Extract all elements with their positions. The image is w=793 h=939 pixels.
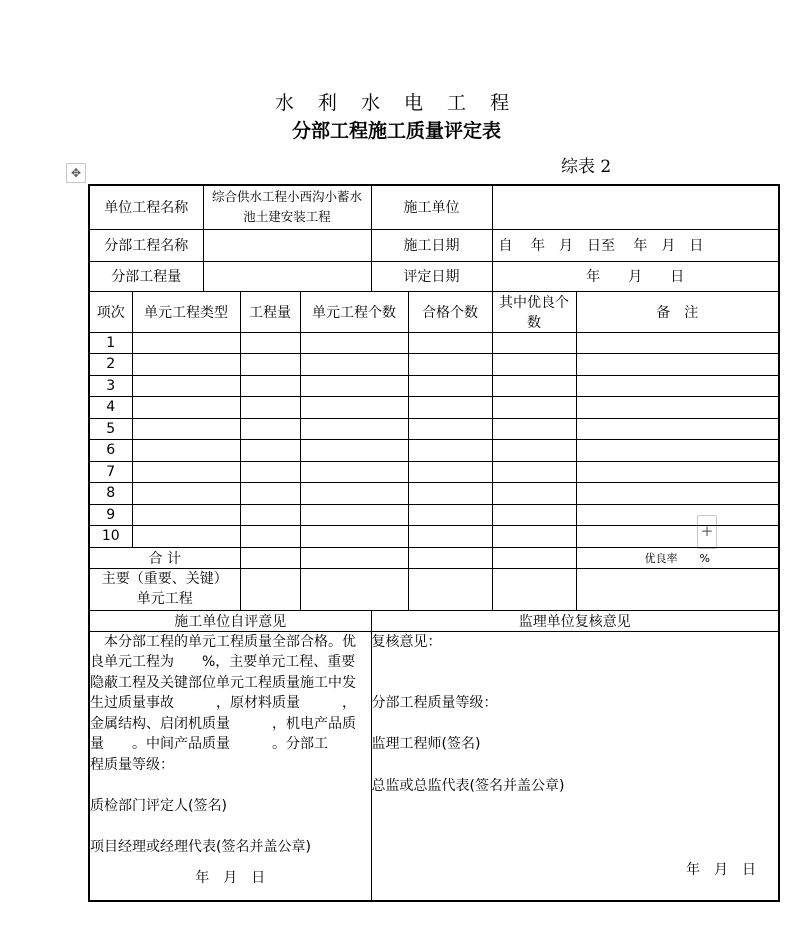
table-cell[interactable] <box>576 483 779 505</box>
supervisor-opinion-section[interactable] <box>371 631 779 901</box>
evaluation-date-label: 评定日期 <box>371 261 492 291</box>
table-cell[interactable] <box>300 547 408 568</box>
table-cell[interactable] <box>576 504 779 526</box>
row-index: 4 <box>89 397 132 419</box>
table-cell[interactable] <box>240 461 300 483</box>
table-cell[interactable] <box>492 526 576 548</box>
table-row <box>89 504 779 526</box>
contractor-sign-date: 年 月 日 <box>195 870 266 887</box>
table-cell[interactable] <box>300 526 408 548</box>
table-cell[interactable] <box>492 375 576 397</box>
table-cell[interactable] <box>408 483 492 505</box>
table-row <box>89 418 779 440</box>
chief-signature-label: 总监或总监代表(签名并盖公章) <box>371 777 565 794</box>
table-cell[interactable] <box>576 568 779 610</box>
contractor-opinion-line: 良单元工程为 %，主要单元工程、重要 <box>90 654 356 671</box>
table-cell[interactable] <box>576 375 779 397</box>
table-cell[interactable] <box>240 504 300 526</box>
table-cell[interactable] <box>300 504 408 526</box>
construction-date-value[interactable]: 自 年 月 日至 年 月 日 <box>492 229 779 261</box>
contractor-opinion-line: 金属结构、启闭机质量 ，机电产品质 <box>90 715 356 732</box>
total-row <box>89 547 779 568</box>
quality-evaluation-table <box>88 184 780 902</box>
table-cell[interactable] <box>300 354 408 376</box>
table-row <box>89 461 779 483</box>
table-cell[interactable] <box>408 354 492 376</box>
contractor-opinion-line: 量 。中间产品质量 。分部工 <box>90 736 328 753</box>
table-cell[interactable] <box>132 418 240 440</box>
column-header: 合格个数 <box>408 291 492 332</box>
column-header: 其中优良个数 <box>492 291 576 332</box>
table-cell[interactable] <box>300 461 408 483</box>
table-cell[interactable] <box>240 418 300 440</box>
table-cell[interactable] <box>576 354 779 376</box>
table-cell[interactable] <box>132 483 240 505</box>
unit-project-value[interactable] <box>203 185 371 229</box>
row-index: 2 <box>89 354 132 376</box>
table-cell[interactable] <box>240 375 300 397</box>
contractor-opinion-section[interactable] <box>89 631 371 901</box>
table-cell[interactable] <box>300 375 408 397</box>
table-cell[interactable] <box>576 418 779 440</box>
table-cell[interactable] <box>576 526 779 548</box>
page-title: 水 利 水 电 工 程 <box>274 92 519 114</box>
table-cell[interactable] <box>408 504 492 526</box>
contractor-label: 施工单位 <box>371 185 492 229</box>
table-cell[interactable] <box>408 547 492 568</box>
table-cell[interactable] <box>408 440 492 462</box>
table-row <box>89 332 779 354</box>
contractor-opinion-line: 本分部工程的单元工程质量全部合格。优 <box>90 633 356 650</box>
move-icon[interactable]: ✥ <box>66 163 86 183</box>
table-cell[interactable] <box>132 440 240 462</box>
contractor-opinion-line: 隐蔽工程及关键部位单元工程质量施工中发 <box>90 674 356 691</box>
quantity-label: 分部工程量 <box>89 261 203 291</box>
supervisor-opinion-header: 监理单位复核意见 <box>371 610 779 631</box>
row-index: 3 <box>89 375 132 397</box>
table-cell[interactable] <box>132 504 240 526</box>
table-cell[interactable] <box>492 504 576 526</box>
table-cell[interactable] <box>132 332 240 354</box>
table-cell[interactable] <box>492 547 576 568</box>
table-cell[interactable] <box>240 332 300 354</box>
table-cell[interactable] <box>240 483 300 505</box>
column-header: 备 注 <box>576 291 779 332</box>
table-cell[interactable] <box>408 332 492 354</box>
major-units-label-line-1: 主要（重要、关键） <box>101 571 228 587</box>
table-cell[interactable] <box>492 483 576 505</box>
supervisor-sign-date: 年 月 日 <box>686 862 757 879</box>
table-cell[interactable] <box>240 397 300 419</box>
evaluation-date-value[interactable]: 年 月 日 <box>492 261 779 291</box>
row-index: 7 <box>89 461 132 483</box>
subproject-label: 分部工程名称 <box>89 229 203 261</box>
contractor-opinion-header: 施工单位自评意见 <box>89 610 371 631</box>
table-cell[interactable] <box>240 547 300 568</box>
major-units-label-line-2: 单元工程 <box>136 591 193 607</box>
table-row <box>89 354 779 376</box>
table-cell[interactable] <box>492 568 576 610</box>
table-cell[interactable] <box>408 461 492 483</box>
table-cell[interactable] <box>240 526 300 548</box>
subproject-value[interactable] <box>203 229 371 261</box>
table-cell[interactable] <box>408 375 492 397</box>
table-cell[interactable] <box>408 526 492 548</box>
quality-grade-label: 分部工程质量等级： <box>371 695 498 712</box>
table-cell[interactable] <box>576 397 779 419</box>
table-cell[interactable] <box>408 568 492 610</box>
quantity-value[interactable] <box>203 261 371 291</box>
major-units-label <box>89 568 240 610</box>
contractor-opinion-line: 程质量等级： <box>90 757 174 774</box>
table-cell[interactable] <box>300 440 408 462</box>
row-index: 6 <box>89 440 132 462</box>
table-cell[interactable] <box>300 418 408 440</box>
unit-project-value-line-1: 综合供水工程小西沟小蓄水 <box>212 189 363 205</box>
table-row <box>89 526 779 548</box>
excellence-rate-label: 优良率 % <box>576 547 779 568</box>
table-cell[interactable] <box>408 418 492 440</box>
table-cell[interactable] <box>240 568 300 610</box>
row-index: 5 <box>89 418 132 440</box>
form-title: 分部工程施工质量评定表 <box>291 120 501 142</box>
table-cell[interactable] <box>492 440 576 462</box>
qc-signature-label: 质检部门评定人(签名) <box>90 798 227 815</box>
contractor-value[interactable] <box>492 185 779 229</box>
construction-date-label: 施工日期 <box>371 229 492 261</box>
contractor-opinion-line: 生过质量事故 ，原材料质量 ， <box>90 695 356 712</box>
table-cell[interactable] <box>492 332 576 354</box>
table-cell[interactable] <box>132 354 240 376</box>
form-code: 综表 2 <box>561 157 612 177</box>
table-cell[interactable] <box>132 375 240 397</box>
row-index: 8 <box>89 483 132 505</box>
table-cell[interactable] <box>576 440 779 462</box>
engineer-signature-label: 监理工程师(签名) <box>371 736 481 753</box>
table-cell[interactable] <box>132 526 240 548</box>
table-cell[interactable] <box>492 461 576 483</box>
column-header: 单元工程类型 <box>132 291 240 332</box>
table-cell[interactable] <box>300 397 408 419</box>
table-cell[interactable] <box>240 354 300 376</box>
row-index: 9 <box>89 504 132 526</box>
table-cell[interactable] <box>576 461 779 483</box>
table-row <box>89 375 779 397</box>
column-header: 单元工程个数 <box>300 291 408 332</box>
table-cell[interactable] <box>408 397 492 419</box>
table-row <box>89 483 779 505</box>
total-label: 合 计 <box>89 547 240 568</box>
table-cell[interactable] <box>492 397 576 419</box>
column-header: 工程量 <box>240 291 300 332</box>
table-cell[interactable] <box>492 354 576 376</box>
row-index: 10 <box>89 526 132 548</box>
table-cell[interactable] <box>492 418 576 440</box>
table-cell[interactable] <box>132 461 240 483</box>
table-cell[interactable] <box>132 397 240 419</box>
unit-project-label: 单位工程名称 <box>89 185 203 229</box>
unit-project-value-line-2: 池土建安装工程 <box>243 209 331 225</box>
major-units-row <box>89 568 779 610</box>
table-cell[interactable] <box>300 483 408 505</box>
table-cell[interactable] <box>576 332 779 354</box>
row-index: 1 <box>89 332 132 354</box>
plus-icon[interactable]: + <box>697 515 717 549</box>
table-cell[interactable] <box>300 332 408 354</box>
review-opinion-label: 复核意见： <box>371 633 442 650</box>
table-row <box>89 440 779 462</box>
table-cell[interactable] <box>300 568 408 610</box>
table-row <box>89 397 779 419</box>
column-header: 项次 <box>89 291 132 332</box>
table-cell[interactable] <box>240 440 300 462</box>
pm-signature-label: 项目经理或经理代表(签名并盖公章) <box>90 839 311 856</box>
